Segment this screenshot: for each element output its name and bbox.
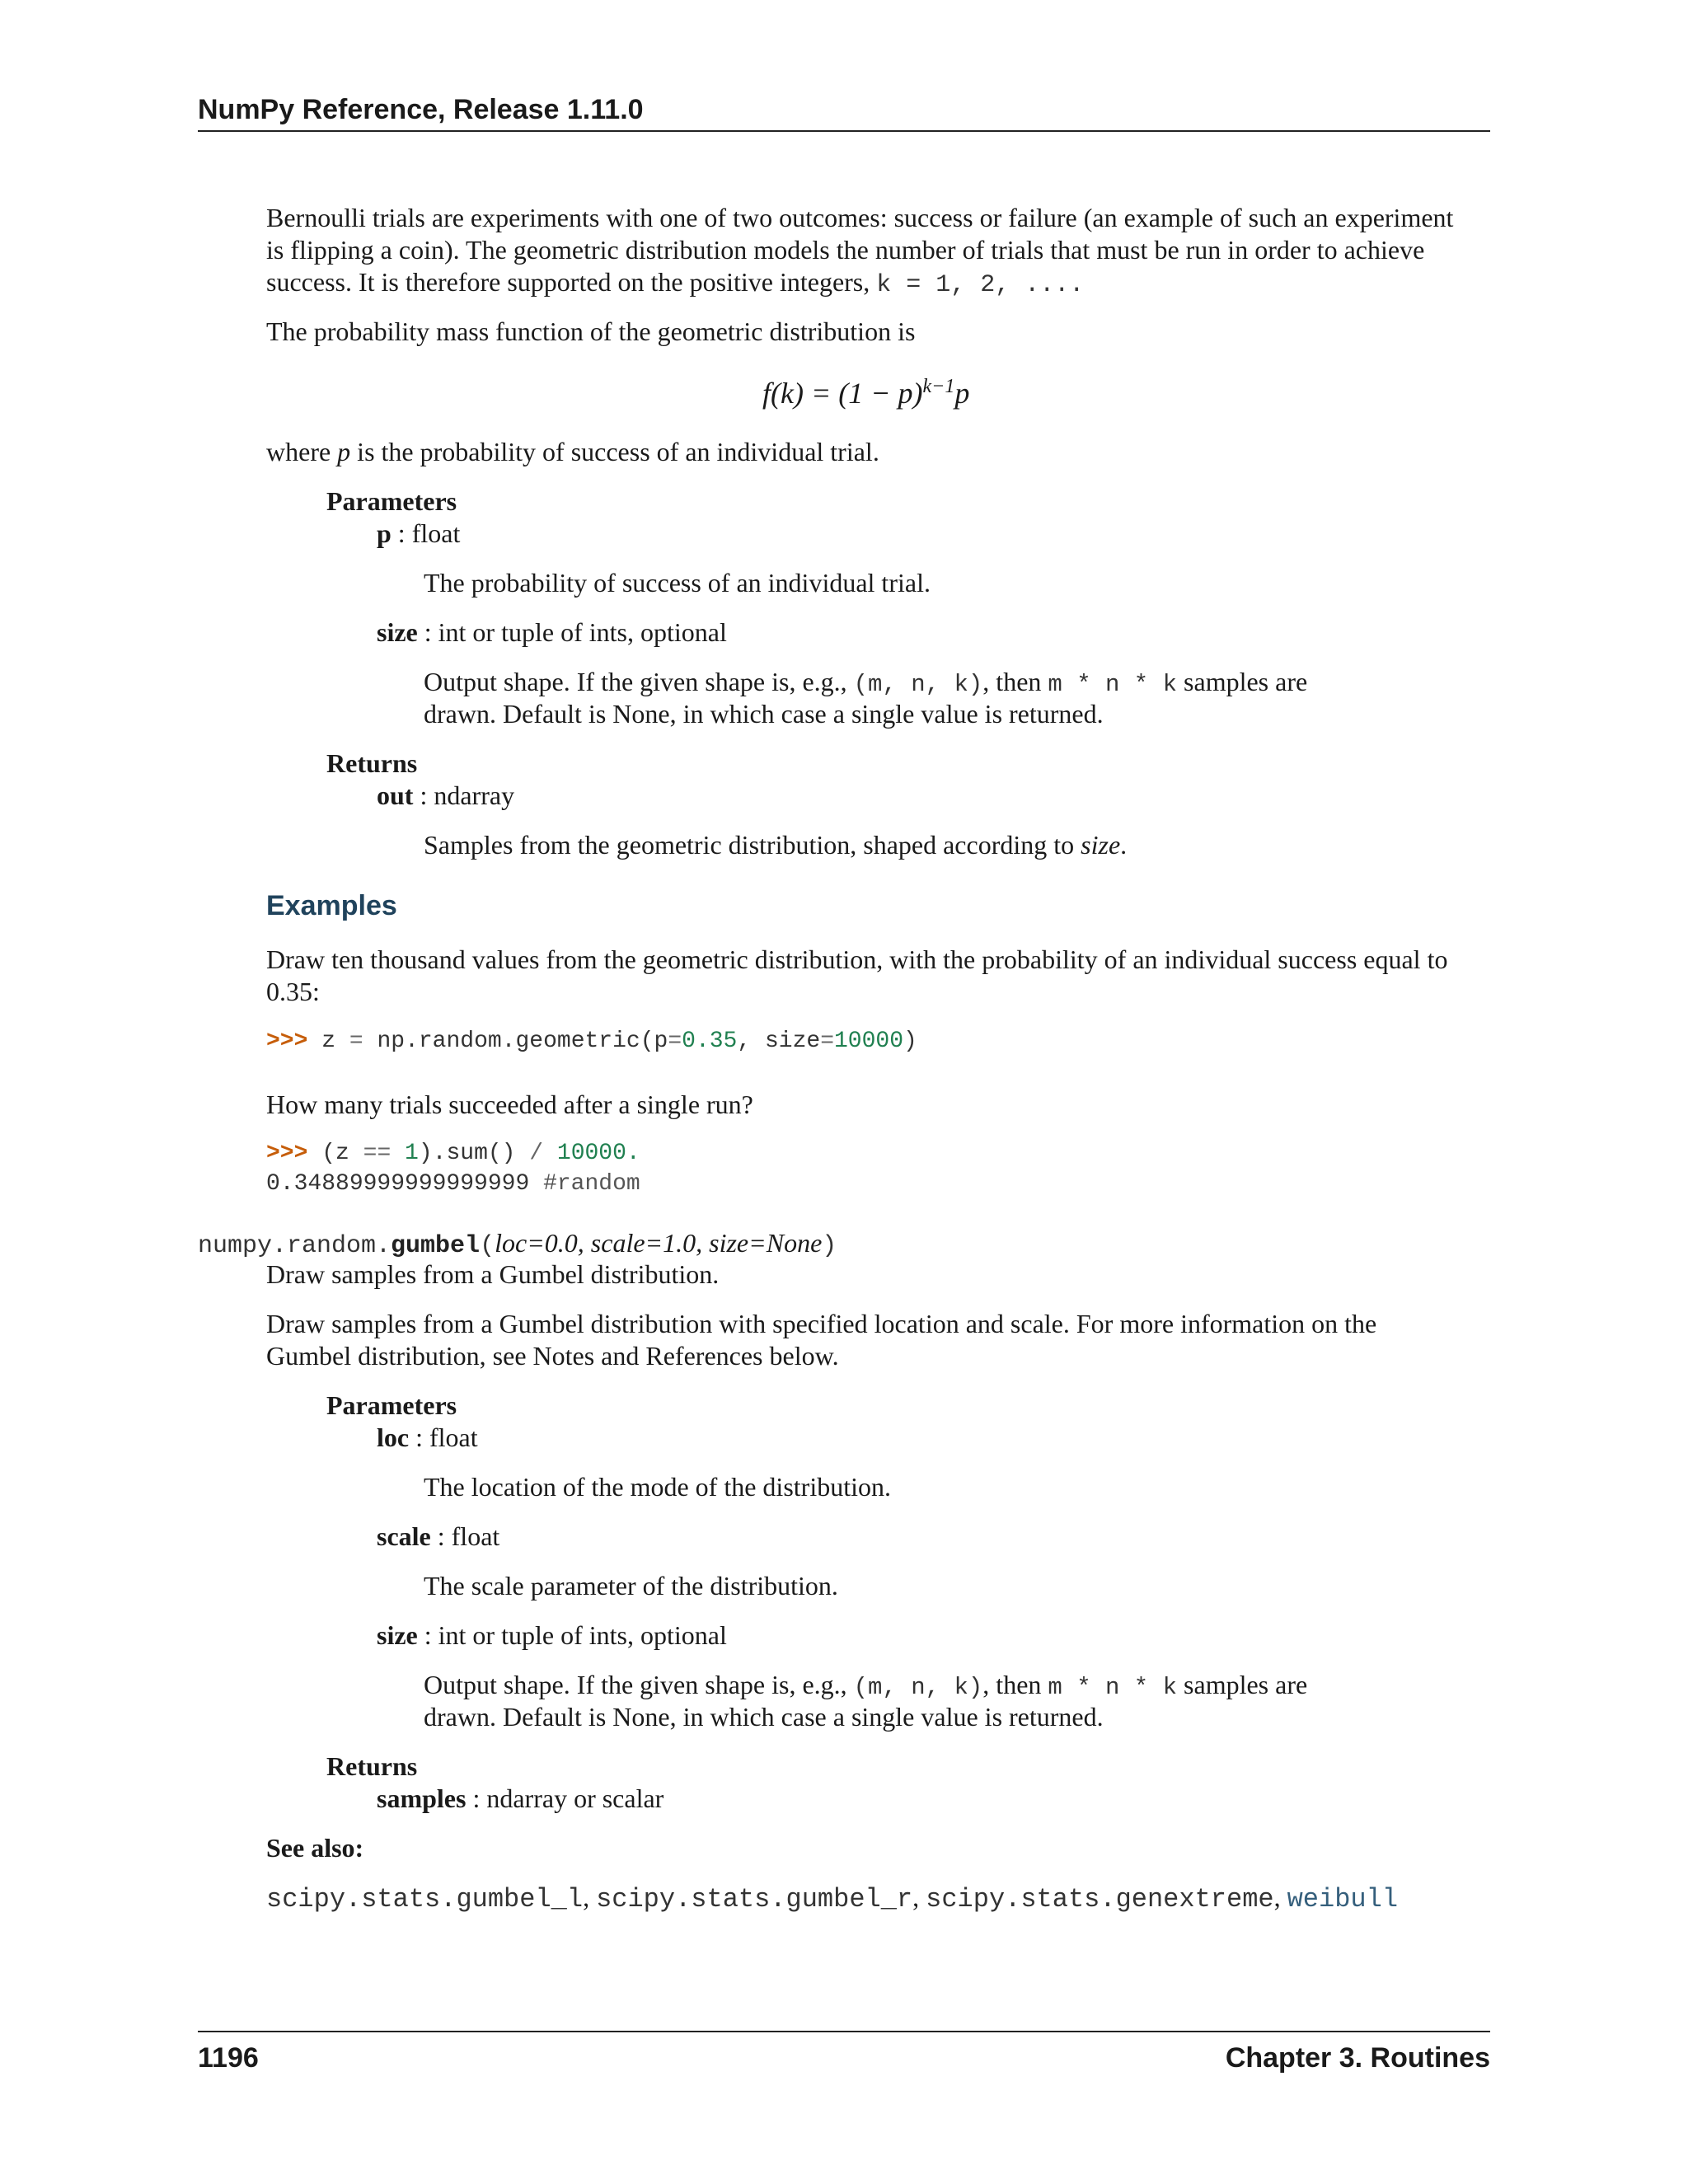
gumbel-desc-line-2: Gumbel distribution, see Notes and References below. <box>266 1341 839 1371</box>
footer-chapter: Chapter 3. Routines <box>1225 2042 1490 2074</box>
code-prompt: >>> <box>266 1141 308 1166</box>
code-token: == <box>363 1141 392 1166</box>
desc-c: samples are <box>1177 667 1308 696</box>
desc-code-2: m * n * k <box>1048 671 1178 698</box>
desc-a: Output shape. If the given shape is, e.g., <box>424 1670 854 1699</box>
return-samples <box>377 1783 663 1814</box>
code-comment: #random <box>529 1171 640 1197</box>
code-number: 1 <box>391 1141 419 1166</box>
gumbel-param-size <box>377 1620 727 1651</box>
param-scale <box>377 1521 499 1552</box>
param-loc-name: loc <box>377 1422 410 1452</box>
code-token: (z <box>307 1141 363 1166</box>
sig-open: ( <box>480 1232 495 1260</box>
running-header-title: NumPy Reference, Release 1.11.0 <box>198 94 644 125</box>
geometric-intro-line-3 <box>266 267 1084 299</box>
code-number: 0.35 <box>682 1029 738 1054</box>
desc-b: , then <box>982 667 1048 696</box>
geometric-intro-line-2: is flipping a coin). The geometric distribution models the number of trials that must be run in order to achieve <box>266 235 1425 265</box>
param-size-type: : int or tuple of ints, optional <box>417 617 727 647</box>
return-out-desc <box>424 830 1127 860</box>
ret-desc-var: size <box>1081 830 1121 860</box>
formula-tail: p <box>954 377 970 410</box>
gumbel-summary: Draw samples from a Gumbel distribution. <box>266 1259 720 1289</box>
examples-heading: Examples <box>266 890 397 921</box>
return-out-type: : ndarray <box>413 780 515 810</box>
link-gumbel-l[interactable]: scipy.stats.gumbel_l <box>266 1884 584 1915</box>
param-p-desc: The probability of success of an individual trial. <box>424 568 931 598</box>
pmf-formula <box>762 376 969 410</box>
sig-prefix: numpy.random. <box>198 1232 392 1260</box>
link-genextreme[interactable]: scipy.stats.genextreme <box>926 1884 1274 1915</box>
intro-text: success. It is therefore supported on the positive integers, <box>266 267 877 297</box>
gumbel-signature <box>198 1228 837 1260</box>
ret-desc-b: . <box>1120 830 1128 860</box>
param-p <box>377 518 460 549</box>
return-samples-name: samples <box>377 1783 467 1813</box>
gumbel-parameters-heading: Parameters <box>326 1390 457 1420</box>
link-sep: , <box>1273 1882 1287 1912</box>
link-sep: , <box>583 1882 597 1912</box>
param-size <box>377 617 727 648</box>
code-token: ).sum() <box>418 1141 530 1166</box>
desc-code-1: (m, n, k) <box>853 671 983 698</box>
code-number: 10000 <box>834 1029 904 1054</box>
gumbel-returns-heading: Returns <box>326 1751 418 1781</box>
param-p-type: : float <box>391 518 461 548</box>
param-scale-name: scale <box>377 1521 431 1551</box>
link-gumbel-r[interactable]: scipy.stats.gumbel_r <box>596 1884 913 1915</box>
param-loc <box>377 1422 478 1453</box>
formula-exponent: k−1 <box>922 376 955 397</box>
code-token: = <box>820 1029 834 1054</box>
footer-rule <box>198 2031 1490 2032</box>
code-prompt: >>> <box>266 1029 308 1054</box>
param-loc-type: : float <box>409 1422 478 1452</box>
sig-close: ) <box>822 1232 837 1260</box>
param-p-name: p <box>377 518 392 548</box>
examples-text-1-line-1: Draw ten thousand values from the geometric distribution, with the probability of an individual success equal to <box>266 944 1448 974</box>
support-code: k = 1, 2, .... <box>876 271 1085 299</box>
see-also-heading: See also: <box>266 1833 364 1863</box>
code-token: , size <box>737 1029 821 1054</box>
where-pre: where <box>266 437 338 466</box>
where-var: p <box>337 437 351 466</box>
param-scale-type: : float <box>430 1521 500 1551</box>
code-block-2-line-2 <box>266 1171 640 1197</box>
code-token: / <box>529 1141 544 1166</box>
gumbel-desc-line-1: Draw samples from a Gumbel distribution with specified location and scale. For more information on the <box>266 1309 1377 1338</box>
geometric-returns-heading: Returns <box>326 748 418 778</box>
sig-name: gumbel <box>391 1232 481 1260</box>
param-size-desc-2: drawn. Default is None, in which case a single value is returned. <box>424 699 1104 729</box>
code-block-1 <box>266 1029 917 1054</box>
code-number: 10000. <box>543 1141 640 1166</box>
gumbel-param-size-desc-2: drawn. Default is None, in which case a single value is returned. <box>424 1702 1104 1732</box>
where-post: is the probability of success of an individual trial. <box>350 437 879 466</box>
examples-text-2: How many trials succeeded after a single run? <box>266 1090 753 1119</box>
geometric-intro-line-1: Bernoulli trials are experiments with one of two outcomes: success or failure (an example of such an experiment <box>266 203 1454 232</box>
geometric-parameters-heading: Parameters <box>326 486 457 516</box>
link-sep: , <box>912 1882 926 1912</box>
desc-code-2: m * n * k <box>1048 1674 1178 1701</box>
param-scale-desc: The scale parameter of the distribution. <box>424 1571 838 1601</box>
return-out <box>377 780 514 811</box>
page-number: 1196 <box>198 2042 259 2074</box>
formula-lhs: f(k) = (1 − p) <box>762 377 923 410</box>
return-samples-type: : ndarray or scalar <box>466 1783 664 1813</box>
code-token: = <box>349 1029 363 1054</box>
where-text <box>266 437 879 467</box>
code-token: np.random.geometric(p <box>363 1029 668 1054</box>
param-size-name: size <box>377 617 418 647</box>
desc-c: samples are <box>1177 1670 1308 1699</box>
desc-code-1: (m, n, k) <box>853 1674 983 1701</box>
see-also-links <box>266 1882 1398 1915</box>
ret-desc-a: Samples from the geometric distribution, shaped according to <box>424 830 1081 860</box>
desc-a: Output shape. If the given shape is, e.g., <box>424 667 854 696</box>
return-out-name: out <box>377 780 414 810</box>
code-output: 0.34889999999999999 <box>266 1171 530 1197</box>
code-token: z <box>307 1029 349 1054</box>
header-rule <box>198 130 1490 132</box>
code-block-2-line-1 <box>266 1141 640 1166</box>
param-loc-desc: The location of the mode of the distribution. <box>424 1472 891 1502</box>
code-token: = <box>668 1029 682 1054</box>
code-token: ) <box>903 1029 917 1054</box>
sig-args: loc=0.0, scale=1.0, size=None <box>495 1228 823 1258</box>
examples-text-1-line-2: 0.35: <box>266 977 320 1006</box>
param-size-desc-1 <box>424 667 1307 698</box>
param-size-name: size <box>377 1620 418 1650</box>
link-weibull[interactable]: weibull <box>1287 1884 1399 1915</box>
gumbel-param-size-desc-1 <box>424 1670 1307 1701</box>
desc-b: , then <box>982 1670 1048 1699</box>
param-size-type: : int or tuple of ints, optional <box>417 1620 727 1650</box>
pmf-intro-text: The probability mass function of the geometric distribution is <box>266 316 916 346</box>
